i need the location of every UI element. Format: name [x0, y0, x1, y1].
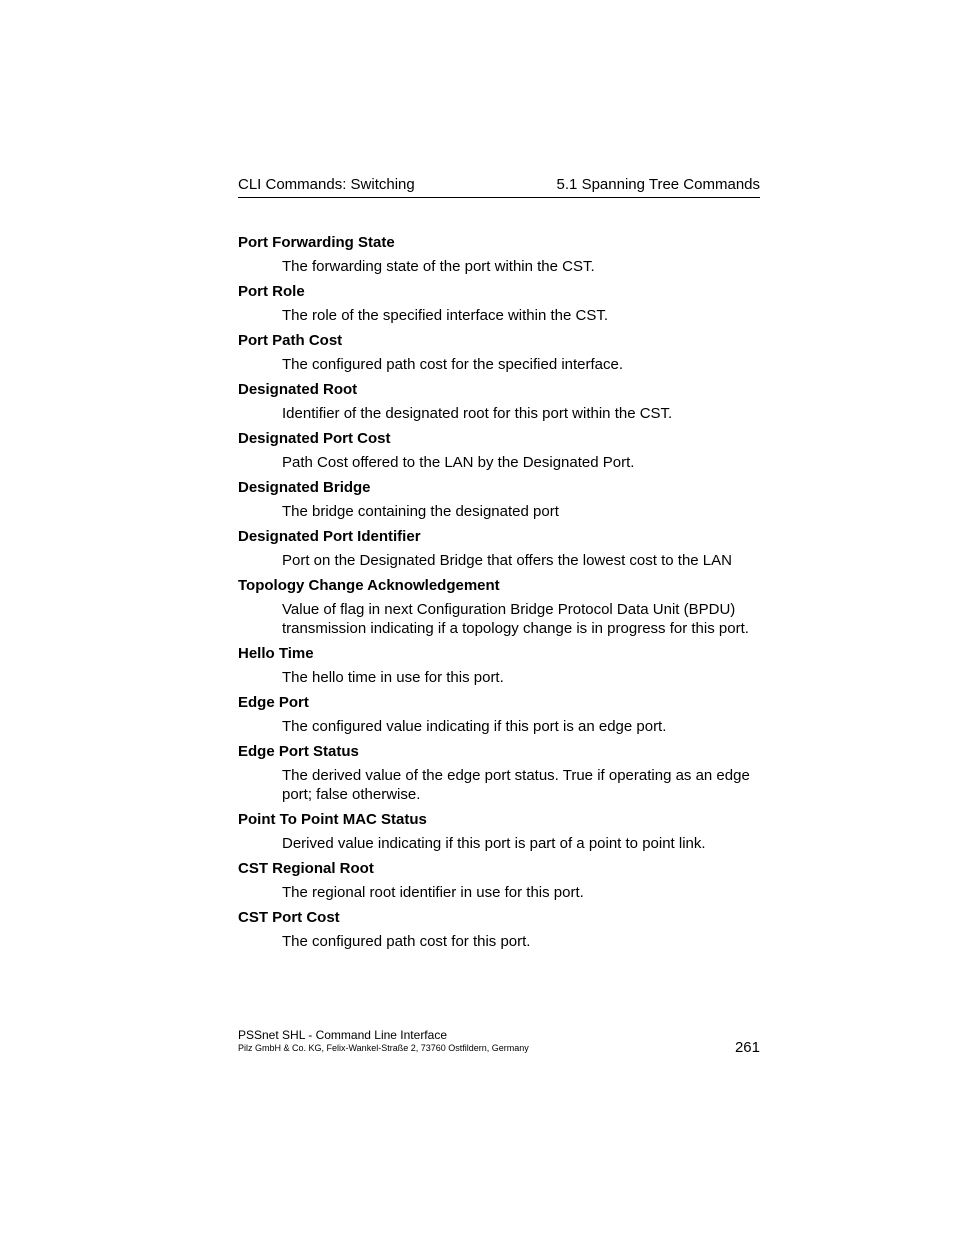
definition-term: Edge Port	[238, 694, 309, 711]
running-header	[238, 175, 760, 198]
definition-term: Topology Change Acknowledgement	[238, 577, 500, 594]
definition-description: The bridge containing the designated port	[282, 503, 559, 520]
definition-entry	[238, 743, 760, 804]
definition-term: Port Role	[238, 283, 305, 300]
page-footer	[238, 1028, 760, 1054]
definition-description: The role of the specified interface within the CST.	[282, 307, 609, 324]
definition-entry	[238, 479, 760, 521]
page-number: 261	[734, 1039, 760, 1056]
definition-description: The derived value of the edge port status. True if operating as an edge port; false otherwise.	[282, 767, 750, 803]
definition-description: The configured path cost for the specified interface.	[282, 356, 624, 373]
definition-description: Port on the Designated Bridge that offers the lowest cost to the LAN	[282, 552, 732, 569]
definition-term: Port Forwarding State	[238, 234, 395, 251]
definition-description: Path Cost offered to the LAN by the Designated Port.	[282, 454, 635, 471]
definition-entry	[238, 332, 760, 374]
definition-term: Port Path Cost	[238, 332, 343, 349]
definition-entry	[238, 234, 760, 276]
definition-term: Edge Port Status	[238, 743, 359, 760]
definition-description: The hello time in use for this port.	[282, 669, 504, 686]
definition-entry	[238, 860, 760, 902]
definition-description: Value of flag in next Configuration Bridge Protocol Data Unit (BPDU) transmission indicating if a topology change is in progress for this port.	[282, 601, 749, 637]
definition-term: Designated Root	[238, 381, 358, 398]
definition-description: The configured value indicating if this port is an edge port.	[282, 718, 667, 735]
manual-title: PSSnet SHL - Command Line Interface	[238, 1028, 447, 1042]
definition-term: Designated Port Identifier	[238, 528, 421, 545]
definition-description: The regional root identifier in use for this port.	[282, 884, 584, 901]
definition-entry	[238, 694, 760, 736]
definition-entry	[238, 811, 760, 853]
chapter-title: CLI Commands: Switching	[238, 176, 415, 193]
definition-term: CST Port Cost	[238, 909, 340, 926]
definition-term: Designated Port Cost	[238, 430, 391, 447]
company-address: Pilz GmbH & Co. KG, Felix-Wankel-Straße 2, 73760 Ostfildern, Germany	[238, 1043, 529, 1053]
definition-entry	[238, 528, 760, 570]
definition-entry	[238, 381, 760, 423]
definition-description: The configured path cost for this port.	[282, 933, 531, 950]
definition-entry	[238, 577, 760, 638]
definition-term: CST Regional Root	[238, 860, 374, 877]
definition-description: The forwarding state of the port within the CST.	[282, 258, 595, 275]
definition-entry	[238, 430, 760, 472]
definition-entry	[238, 645, 760, 687]
definition-term: Designated Bridge	[238, 479, 371, 496]
section-title: 5.1 Spanning Tree Commands	[556, 176, 760, 193]
definition-list	[238, 234, 760, 958]
definition-term: Point To Point MAC Status	[238, 811, 427, 828]
definition-entry	[238, 909, 760, 951]
definition-description: Identifier of the designated root for this port within the CST.	[282, 405, 673, 422]
definition-entry	[238, 283, 760, 325]
definition-term: Hello Time	[238, 645, 314, 662]
definition-description: Derived value indicating if this port is part of a point to point link.	[282, 835, 706, 852]
